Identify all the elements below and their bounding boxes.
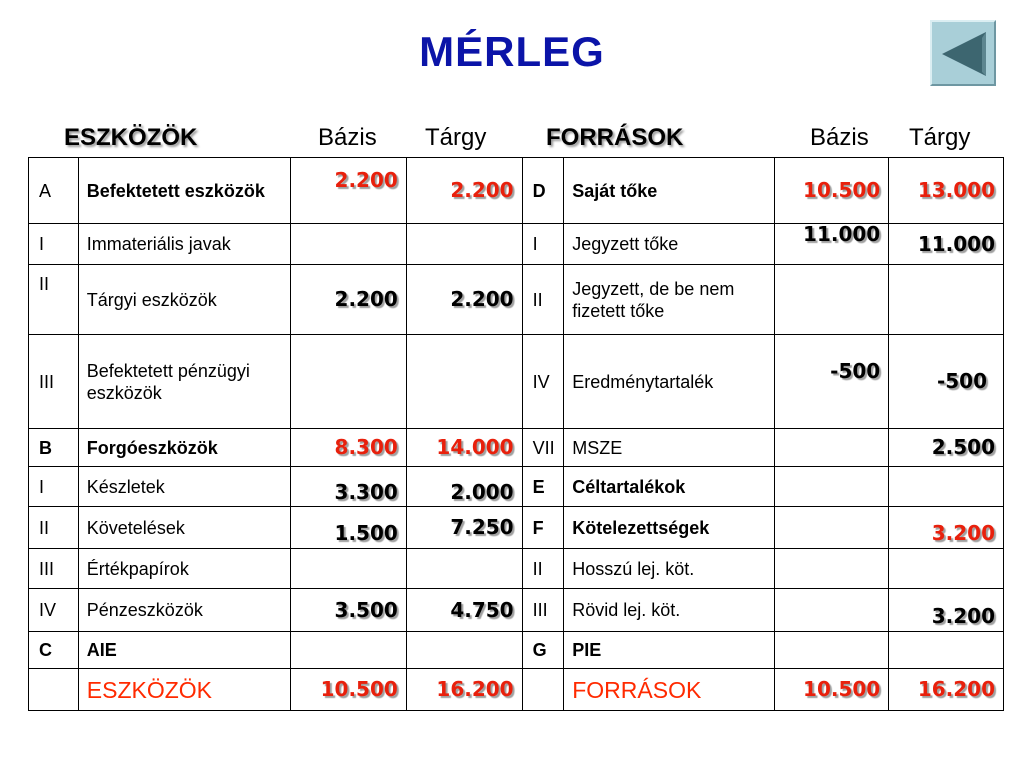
asset-targy-total: 16.200	[436, 677, 514, 701]
liability-bazis-value: -500	[830, 359, 881, 383]
asset-targy-value: 14.000	[436, 435, 514, 459]
liability-label: Hosszú lej. köt.	[564, 549, 775, 589]
liability-targy-total: 16.200	[917, 677, 995, 701]
asset-label: Forgóeszközök	[78, 429, 290, 467]
asset-bazis-value: 3.500	[334, 597, 398, 622]
asset-label: Követelések	[78, 507, 290, 549]
asset-code: III	[29, 335, 79, 429]
liability-code: I	[522, 224, 564, 265]
table-row-total	[29, 669, 1004, 711]
back-button[interactable]	[930, 20, 996, 86]
liability-targy-value: -500	[936, 369, 987, 393]
table-row	[29, 507, 1004, 549]
asset-bazis-value: 8.300	[334, 435, 398, 459]
assets-header: ESZKÖZÖK	[64, 124, 198, 151]
liability-label: Jegyzett, de be nem fizetett tőke	[564, 265, 775, 335]
asset-bazis-total: 10.500	[320, 677, 398, 701]
asset-code	[29, 669, 79, 711]
asset-total-label: ESZKÖZÖK	[78, 669, 290, 711]
asset-code: III	[29, 549, 79, 589]
liability-code: D	[522, 158, 564, 224]
table-row	[29, 158, 1004, 224]
asset-code: C	[29, 632, 79, 669]
asset-label: Befektetett eszközök	[78, 158, 290, 224]
liability-targy-value: 11.000	[917, 231, 995, 256]
liability-label: Rövid lej. köt.	[564, 589, 775, 632]
assets-bazis-header: Bázis	[318, 124, 377, 151]
asset-label: Tárgyi eszközök	[78, 265, 290, 335]
liability-code: VII	[522, 429, 564, 467]
liability-label: Jegyzett tőke	[564, 224, 775, 265]
liabilities-targy-header: Tárgy	[909, 124, 971, 151]
asset-bazis-value: 2.200	[334, 287, 398, 311]
asset-code: II	[29, 507, 79, 549]
asset-code: I	[29, 467, 79, 507]
assets-targy-header: Tárgy	[425, 124, 487, 151]
asset-bazis-value: 2.200	[334, 168, 398, 192]
asset-bazis-value: 1.500	[334, 521, 398, 545]
liability-label: PIE	[564, 632, 775, 669]
liability-code: F	[522, 507, 564, 549]
asset-label: AIE	[78, 632, 290, 669]
liability-total-label: FORRÁSOK	[564, 669, 775, 711]
liability-label: Saját tőke	[564, 158, 775, 224]
table-row	[29, 549, 1004, 589]
asset-code: B	[29, 429, 79, 467]
liability-code: III	[522, 589, 564, 632]
liability-bazis-value: 11.000	[803, 221, 881, 246]
table-row	[29, 265, 1004, 335]
asset-targy-value: 2.200	[450, 287, 514, 311]
page-title: MÉRLEG	[419, 28, 605, 75]
liability-code: II	[522, 265, 564, 335]
asset-code: IV	[29, 589, 79, 632]
liability-targy-value: 3.200	[931, 521, 995, 545]
liability-bazis-total: 10.500	[803, 677, 881, 701]
back-arrow-icon	[940, 30, 988, 78]
liability-label: Kötelezettségek	[564, 507, 775, 549]
balance-sheet-table	[28, 157, 1004, 711]
asset-targy-value: 7.250	[450, 515, 514, 539]
asset-label: Pénzeszközök	[78, 589, 290, 632]
asset-targy-value: 4.750	[450, 597, 514, 622]
liability-code: G	[522, 632, 564, 669]
liability-code	[522, 669, 564, 711]
liability-code: E	[522, 467, 564, 507]
asset-targy-value: 2.200	[450, 178, 514, 202]
asset-label: Immateriális javak	[78, 224, 290, 265]
asset-label: Befektetett pénzügyi eszközök	[78, 335, 290, 429]
table-row	[29, 224, 1004, 265]
asset-code: A	[29, 158, 79, 224]
liability-label: MSZE	[564, 429, 775, 467]
table-row	[29, 467, 1004, 507]
table-row	[29, 589, 1004, 632]
asset-targy-value: 2.000	[450, 480, 514, 504]
liability-label: Céltartalékok	[564, 467, 775, 507]
liability-code: IV	[522, 335, 564, 429]
liability-label: Eredménytartalék	[564, 335, 775, 429]
table-row	[29, 632, 1004, 669]
asset-code: I	[29, 224, 79, 265]
liabilities-bazis-header: Bázis	[810, 124, 869, 151]
asset-bazis-value: 3.300	[334, 480, 398, 504]
table-row	[29, 335, 1004, 429]
liability-targy-value: 2.500	[931, 435, 995, 459]
liability-targy-value: 13.000	[917, 178, 995, 202]
liability-bazis-value: 10.500	[803, 178, 881, 202]
asset-label: Értékpapírok	[78, 549, 290, 589]
asset-label: Készletek	[78, 467, 290, 507]
liability-code: II	[522, 549, 564, 589]
table-row	[29, 429, 1004, 467]
asset-code: II	[29, 265, 79, 335]
liabilities-header: FORRÁSOK	[546, 124, 684, 151]
liability-targy-value: 3.200	[931, 603, 995, 628]
